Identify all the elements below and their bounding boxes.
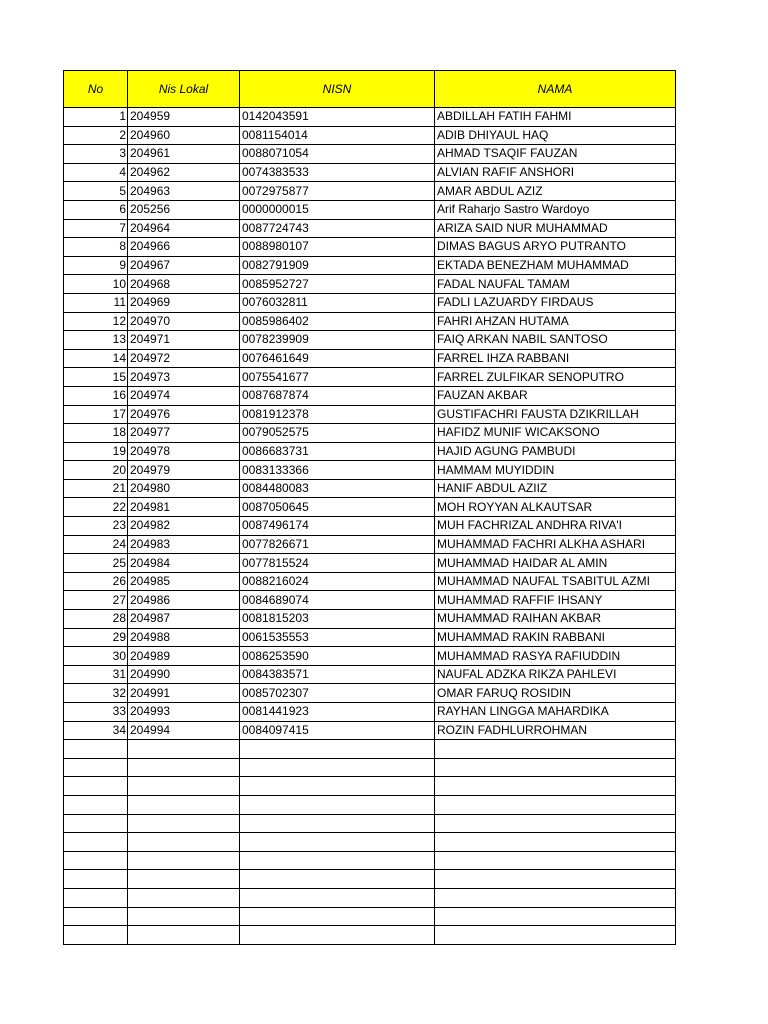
table-row: [64, 610, 676, 629]
cell-nisn: 0087050645: [240, 498, 435, 517]
cell-nisn: 0082791909: [240, 256, 435, 275]
cell-nama: AMAR ABDUL AZIZ: [435, 182, 676, 201]
cell-no: 33: [64, 703, 128, 722]
cell-nisn: 0081154014: [240, 126, 435, 145]
cell-no: [64, 758, 128, 777]
cell-nis-lokal: 204976: [128, 405, 240, 424]
cell-no: 11: [64, 293, 128, 312]
cell-nis-lokal: 204966: [128, 238, 240, 257]
cell-nama: ABDILLAH FATIH FAHMI: [435, 108, 676, 127]
cell-nisn: [240, 833, 435, 852]
cell-nis-lokal: 204993: [128, 703, 240, 722]
cell-nisn: 0081441923: [240, 703, 435, 722]
table-row: [64, 498, 676, 517]
table-row: [64, 665, 676, 684]
cell-nis-lokal: 204963: [128, 182, 240, 201]
cell-no: 34: [64, 721, 128, 740]
table-row: [64, 405, 676, 424]
table-row: [64, 833, 676, 852]
cell-no: 30: [64, 647, 128, 666]
cell-no: 2: [64, 126, 128, 145]
cell-no: 9: [64, 256, 128, 275]
cell-nis-lokal: [128, 777, 240, 796]
table-row: [64, 238, 676, 257]
cell-nis-lokal: [128, 814, 240, 833]
cell-no: [64, 907, 128, 926]
cell-nama: Arif Raharjo Sastro Wardoyo: [435, 200, 676, 219]
table-row: [64, 721, 676, 740]
cell-nisn: 0087724743: [240, 219, 435, 238]
cell-nisn: [240, 907, 435, 926]
cell-nis-lokal: 204968: [128, 275, 240, 294]
table-row: [64, 219, 676, 238]
cell-nama: MUHAMMAD RASYA RAFIUDDIN: [435, 647, 676, 666]
cell-no: 18: [64, 424, 128, 443]
cell-nama: MUHAMMAD NAUFAL TSABITUL AZMI: [435, 572, 676, 591]
header-nisn: NISN: [240, 71, 435, 108]
cell-no: [64, 795, 128, 814]
table-row: [64, 758, 676, 777]
cell-no: 23: [64, 517, 128, 536]
table-row: [64, 145, 676, 164]
cell-nisn: 0078239909: [240, 331, 435, 350]
cell-no: [64, 888, 128, 907]
cell-nama: ARIZA SAID NUR MUHAMMAD: [435, 219, 676, 238]
cell-no: 19: [64, 442, 128, 461]
cell-no: 29: [64, 628, 128, 647]
cell-nis-lokal: 204981: [128, 498, 240, 517]
table-row: [64, 200, 676, 219]
cell-no: 31: [64, 665, 128, 684]
cell-nisn: [240, 888, 435, 907]
cell-nisn: 0061535553: [240, 628, 435, 647]
cell-nisn: 0088071054: [240, 145, 435, 164]
header-row: [64, 71, 676, 108]
cell-nama: ADIB DHIYAUL HAQ: [435, 126, 676, 145]
cell-nama: ROZIN FADHLURROHMAN: [435, 721, 676, 740]
cell-no: [64, 870, 128, 889]
cell-nisn: [240, 814, 435, 833]
cell-nisn: [240, 795, 435, 814]
table-row: [64, 535, 676, 554]
table-row: [64, 182, 676, 201]
table-row: [64, 777, 676, 796]
cell-nis-lokal: 204967: [128, 256, 240, 275]
cell-nisn: 0084383571: [240, 665, 435, 684]
cell-nisn: [240, 870, 435, 889]
table-row: [64, 907, 676, 926]
cell-no: 17: [64, 405, 128, 424]
cell-nama: ALVIAN RAFIF ANSHORI: [435, 163, 676, 182]
cell-nis-lokal: 204987: [128, 610, 240, 629]
table-row: [64, 479, 676, 498]
cell-nama: [435, 814, 676, 833]
cell-nisn: [240, 926, 435, 945]
table-row: [64, 517, 676, 536]
cell-no: [64, 851, 128, 870]
cell-no: 24: [64, 535, 128, 554]
table-row: [64, 368, 676, 387]
cell-nis-lokal: [128, 851, 240, 870]
table-row: [64, 703, 676, 722]
cell-nisn: 0087496174: [240, 517, 435, 536]
cell-no: 5: [64, 182, 128, 201]
cell-nisn: 0088980107: [240, 238, 435, 257]
student-table: [63, 70, 676, 945]
cell-no: 27: [64, 591, 128, 610]
cell-nis-lokal: 204964: [128, 219, 240, 238]
cell-no: [64, 926, 128, 945]
table-row: [64, 851, 676, 870]
cell-nisn: 0077826671: [240, 535, 435, 554]
table-row: [64, 814, 676, 833]
cell-nis-lokal: 204985: [128, 572, 240, 591]
cell-nama: [435, 777, 676, 796]
table-row: [64, 647, 676, 666]
table-row: [64, 628, 676, 647]
table-row: [64, 926, 676, 945]
cell-no: [64, 740, 128, 759]
cell-no: 1: [64, 108, 128, 127]
cell-nis-lokal: [128, 833, 240, 852]
cell-nis-lokal: [128, 926, 240, 945]
cell-nis-lokal: 205256: [128, 200, 240, 219]
cell-nisn: 0084480083: [240, 479, 435, 498]
cell-no: 22: [64, 498, 128, 517]
cell-no: 13: [64, 331, 128, 350]
cell-nis-lokal: 204982: [128, 517, 240, 536]
cell-nama: [435, 851, 676, 870]
cell-no: [64, 833, 128, 852]
table-row: [64, 293, 676, 312]
table-row: [64, 442, 676, 461]
cell-nama: FADLI LAZUARDY FIRDAUS: [435, 293, 676, 312]
cell-nisn: 0072975877: [240, 182, 435, 201]
cell-nis-lokal: 204984: [128, 554, 240, 573]
cell-nis-lokal: 204978: [128, 442, 240, 461]
cell-nis-lokal: 204989: [128, 647, 240, 666]
cell-nis-lokal: 204988: [128, 628, 240, 647]
cell-no: 21: [64, 479, 128, 498]
cell-nis-lokal: [128, 870, 240, 889]
cell-nama: HANIF ABDUL AZIIZ: [435, 479, 676, 498]
cell-nama: EKTADA BENEZHAM MUHAMMAD: [435, 256, 676, 275]
cell-nisn: 0086683731: [240, 442, 435, 461]
table-row: [64, 163, 676, 182]
cell-nisn: 0083133366: [240, 461, 435, 480]
cell-no: 8: [64, 238, 128, 257]
cell-nis-lokal: [128, 888, 240, 907]
cell-no: 4: [64, 163, 128, 182]
cell-nama: [435, 907, 676, 926]
table-row: [64, 888, 676, 907]
cell-nisn: 0077815524: [240, 554, 435, 573]
cell-nisn: [240, 777, 435, 796]
cell-nisn: 0084689074: [240, 591, 435, 610]
table-row: [64, 126, 676, 145]
cell-no: 25: [64, 554, 128, 573]
cell-nis-lokal: 204961: [128, 145, 240, 164]
table-row: [64, 461, 676, 480]
cell-nama: NAUFAL ADZKA RIKZA PAHLEVI: [435, 665, 676, 684]
cell-nisn: 0000000015: [240, 200, 435, 219]
cell-nis-lokal: 204960: [128, 126, 240, 145]
cell-no: 32: [64, 684, 128, 703]
cell-no: [64, 777, 128, 796]
cell-nisn: 0088216024: [240, 572, 435, 591]
cell-nisn: [240, 758, 435, 777]
cell-no: [64, 814, 128, 833]
cell-nis-lokal: [128, 795, 240, 814]
cell-nama: MUH FACHRIZAL ANDHRA RIVA'I: [435, 517, 676, 536]
cell-nis-lokal: [128, 740, 240, 759]
cell-nama: FAHRI AHZAN HUTAMA: [435, 312, 676, 331]
table-row: [64, 108, 676, 127]
cell-nama: HAFIDZ MUNIF WICAKSONO: [435, 424, 676, 443]
table-body: [64, 108, 676, 945]
cell-nama: AHMAD TSAQIF FAUZAN: [435, 145, 676, 164]
table-row: [64, 312, 676, 331]
cell-nama: FADAL NAUFAL TAMAM: [435, 275, 676, 294]
cell-nis-lokal: 204979: [128, 461, 240, 480]
cell-nama: FARREL ZULFIKAR SENOPUTRO: [435, 368, 676, 387]
cell-nama: MUHAMMAD HAIDAR AL AMIN: [435, 554, 676, 573]
cell-nis-lokal: 204991: [128, 684, 240, 703]
cell-no: 28: [64, 610, 128, 629]
cell-nis-lokal: 204972: [128, 349, 240, 368]
cell-nama: HAJID AGUNG PAMBUDI: [435, 442, 676, 461]
table-row: [64, 554, 676, 573]
cell-nisn: 0084097415: [240, 721, 435, 740]
cell-no: 26: [64, 572, 128, 591]
cell-nisn: 0076032811: [240, 293, 435, 312]
cell-nama: MUHAMMAD RAFFIF IHSANY: [435, 591, 676, 610]
cell-nisn: 0075541677: [240, 368, 435, 387]
cell-nama: MOH ROYYAN ALKAUTSAR: [435, 498, 676, 517]
cell-nis-lokal: 204983: [128, 535, 240, 554]
table-row: [64, 684, 676, 703]
cell-nis-lokal: 204977: [128, 424, 240, 443]
cell-nis-lokal: 204994: [128, 721, 240, 740]
cell-no: 14: [64, 349, 128, 368]
table-row: [64, 331, 676, 350]
cell-nisn: 0086253590: [240, 647, 435, 666]
cell-nisn: 0081912378: [240, 405, 435, 424]
cell-nama: MUHAMMAD RAKIN RABBANI: [435, 628, 676, 647]
cell-nis-lokal: 204986: [128, 591, 240, 610]
cell-nisn: 0085952727: [240, 275, 435, 294]
cell-nama: [435, 870, 676, 889]
cell-nama: RAYHAN LINGGA MAHARDIKA: [435, 703, 676, 722]
cell-nama: MUHAMMAD RAIHAN AKBAR: [435, 610, 676, 629]
cell-no: 3: [64, 145, 128, 164]
table-row: [64, 349, 676, 368]
cell-nis-lokal: 204980: [128, 479, 240, 498]
table-row: [64, 572, 676, 591]
cell-nisn: [240, 740, 435, 759]
cell-nama: FARREL IHZA RABBANI: [435, 349, 676, 368]
table-row: [64, 275, 676, 294]
cell-nama: [435, 926, 676, 945]
cell-nis-lokal: 204974: [128, 386, 240, 405]
header-nama: NAMA: [435, 71, 676, 108]
table-row: [64, 256, 676, 275]
cell-no: 15: [64, 368, 128, 387]
cell-nama: GUSTIFACHRI FAUSTA DZIKRILLAH: [435, 405, 676, 424]
cell-nama: HAMMAM MUYIDDIN: [435, 461, 676, 480]
cell-no: 16: [64, 386, 128, 405]
cell-nama: OMAR FARUQ ROSIDIN: [435, 684, 676, 703]
cell-nis-lokal: 204973: [128, 368, 240, 387]
cell-nisn: 0087687874: [240, 386, 435, 405]
cell-nis-lokal: 204970: [128, 312, 240, 331]
cell-nama: [435, 740, 676, 759]
header-nis-lokal: Nis Lokal: [128, 71, 240, 108]
cell-nisn: 0076461649: [240, 349, 435, 368]
table-row: [64, 795, 676, 814]
cell-nisn: 0085986402: [240, 312, 435, 331]
cell-nisn: 0079052575: [240, 424, 435, 443]
cell-nis-lokal: [128, 907, 240, 926]
cell-nama: [435, 833, 676, 852]
cell-nama: [435, 758, 676, 777]
table-row: [64, 424, 676, 443]
cell-no: 7: [64, 219, 128, 238]
cell-nisn: 0142043591: [240, 108, 435, 127]
student-list-sheet: [63, 70, 675, 945]
table-row: [64, 386, 676, 405]
cell-nis-lokal: 204971: [128, 331, 240, 350]
cell-nama: MUHAMMAD FACHRI ALKHA ASHARI: [435, 535, 676, 554]
cell-nama: [435, 795, 676, 814]
cell-nisn: [240, 851, 435, 870]
cell-no: 6: [64, 200, 128, 219]
cell-nis-lokal: 204990: [128, 665, 240, 684]
cell-nisn: 0085702307: [240, 684, 435, 703]
cell-nis-lokal: 204969: [128, 293, 240, 312]
cell-nama: DIMAS BAGUS ARYO PUTRANTO: [435, 238, 676, 257]
cell-no: 20: [64, 461, 128, 480]
header-no: No: [64, 71, 128, 108]
cell-nama: FAUZAN AKBAR: [435, 386, 676, 405]
table-row: [64, 870, 676, 889]
table-row: [64, 740, 676, 759]
cell-no: 10: [64, 275, 128, 294]
table-row: [64, 591, 676, 610]
cell-nisn: 0081815203: [240, 610, 435, 629]
cell-nama: [435, 888, 676, 907]
cell-nisn: 0074383533: [240, 163, 435, 182]
cell-nis-lokal: 204962: [128, 163, 240, 182]
cell-nis-lokal: 204959: [128, 108, 240, 127]
cell-nama: FAIQ ARKAN NABIL SANTOSO: [435, 331, 676, 350]
cell-no: 12: [64, 312, 128, 331]
cell-nis-lokal: [128, 758, 240, 777]
